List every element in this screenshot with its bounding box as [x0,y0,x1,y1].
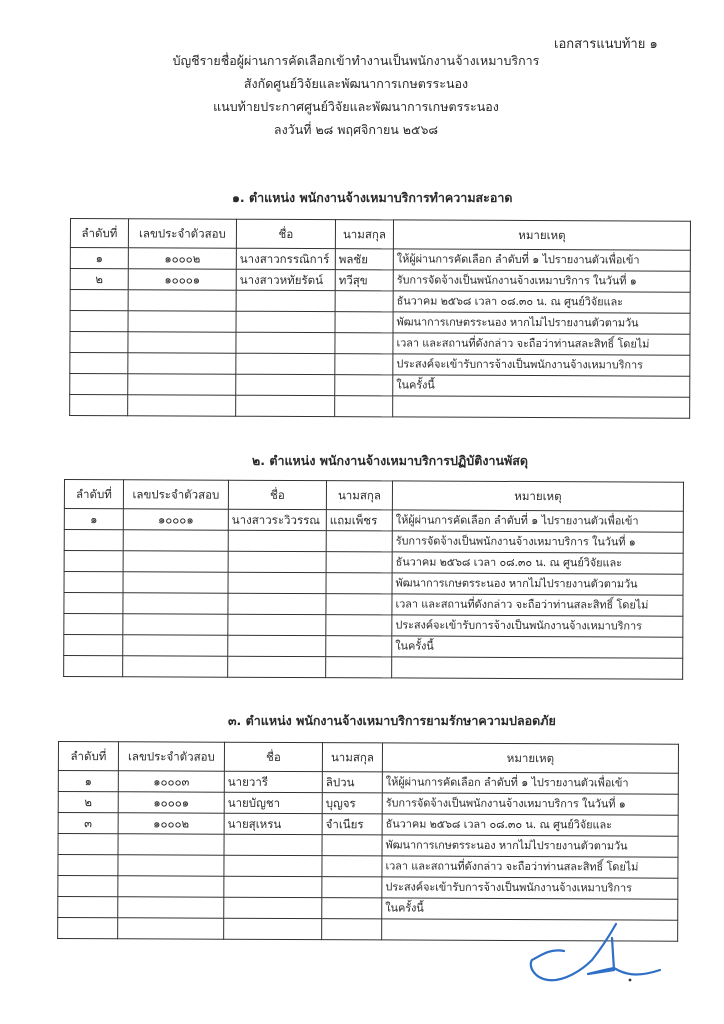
table-row [70,290,690,314]
row-last-name [322,856,382,877]
section-2-heading: ๒. ตำแหน่ง พนักงานจ้างเหมาบริการปฏิบัติงานพัสดุ [252,453,528,468]
row-no [64,530,123,551]
row-last-name [335,291,393,312]
row-last-name [326,573,392,594]
row-first-name: นายบัญชา [224,792,322,813]
table-header-row [70,219,690,251]
table-row [58,876,678,900]
row-first-name [236,290,335,311]
row-no: ๓ [58,813,118,834]
col-no-header: ลำดับที่ [70,219,128,248]
col-first-name-header: ชื่อ [236,219,335,248]
title-line-2: สังกัดศูนย์วิจัยและพัฒนาการเกษตรระนอง [243,76,469,91]
section-2-table [63,479,684,680]
table-row [58,897,678,921]
row-remark: รับการจัดจ้างเป็นพนักงานจ้างเหมาบริการ ในวันที่ ๑ [393,270,690,292]
row-no [58,855,118,876]
row-last-name [326,615,392,636]
row-last-name [322,835,382,856]
table-row [70,374,690,398]
row-exam-id [123,530,228,551]
row-remark: ให้ผู้ผ่านการคัดเลือก ลำดับที่ ๑ ไปรายงานตัวเพื่อเข้า [393,249,690,271]
row-no [64,593,123,614]
row-no [70,395,128,416]
row-first-name [228,530,326,551]
row-first-name [228,551,326,572]
row-exam-id [123,551,228,572]
row-last-name: พลชัย [335,249,393,270]
row-first-name: นายสุเหรน [224,813,322,834]
row-last-name [326,636,392,657]
row-exam-id [118,897,224,918]
row-last-name: ทวีสุข [335,270,393,291]
row-exam-id [128,353,236,374]
table-header-row [58,742,678,774]
row-first-name [236,311,335,332]
row-first-name [236,374,335,395]
row-exam-id: ๑๐๐๐๑ [118,792,224,813]
row-exam-id [123,614,228,635]
signature [520,920,670,990]
table-row [70,248,690,272]
row-no [58,876,118,897]
table-row [70,311,690,335]
row-first-name [228,635,326,656]
row-first-name [236,353,335,374]
row-remark [393,396,690,418]
col-remark-header: หมายเหตุ [393,220,690,250]
row-exam-id [123,572,228,593]
row-remark: รับการจัดจ้างเป็นพนักงานจ้างเหมาบริการ ในวันที่ ๑ [382,793,678,815]
row-remark: ธันวาคม ๒๕๖๘ เวลา ๐๘.๓๐ น. ณ ศูนย์วิจัยและ [392,552,683,574]
row-last-name [335,333,393,354]
row-exam-id [123,593,228,614]
row-last-name [326,552,392,573]
row-exam-id [128,311,236,332]
table-row [64,530,683,554]
col-exam-id-header: เลขประจำตัวสอบ [128,219,236,248]
signature-dot [629,979,632,982]
row-remark: เวลา และสถานที่ดังกล่าว จะถือว่าท่านสละสิทธิ์ โดยไม่ [392,594,683,616]
row-no: ๒ [70,269,128,290]
row-exam-id [118,834,224,855]
col-no-header: ลำดับที่ [58,742,118,771]
row-no [58,918,118,939]
col-exam-id-header: เลขประจำตัวสอบ [118,742,224,771]
row-exam-id [128,332,236,353]
row-remark: เวลา และสถานที่ดังกล่าว จะถือว่าท่านสละสิทธิ์ โดยไม่ [393,333,690,355]
row-first-name [236,395,335,416]
table-row [64,635,683,659]
signature-stroke [588,938,660,974]
row-no [64,551,123,572]
row-remark [392,657,683,679]
row-remark: พัฒนาการเกษตรระนอง หากไม่ไปรายงานตัวตามวัน [393,312,690,334]
table-row [70,269,690,293]
table-row [58,813,678,837]
table-row [70,395,690,419]
title-line-4: ลงวันที่ ๒๘ พฤศจิกายน ๒๕๖๘ [273,122,439,137]
row-last-name [326,531,392,552]
row-first-name [224,834,322,855]
row-remark: ประสงค์จะเข้ารับการจ้างเป็นพนักงานจ้างเหมาบริการ [392,615,683,637]
row-last-name: บุญจร [322,793,382,814]
row-first-name [224,918,322,939]
row-remark: ประสงค์จะเข้ารับการจ้างเป็นพนักงานจ้างเหมาบริการ [382,877,678,899]
row-first-name [224,876,322,897]
row-exam-id [128,374,236,395]
row-remark: ในครั้งนี้ [392,636,683,658]
section-3-table [57,741,679,942]
row-last-name [322,877,382,898]
row-last-name [326,594,392,615]
row-first-name: นายวารี [224,771,322,792]
row-first-name [228,593,326,614]
row-no [70,311,128,332]
col-first-name-header: ชื่อ [228,480,326,509]
row-remark: ในครั้งนี้ [393,375,690,397]
title-line-1: บัญชีรายชื่อผู้ผ่านการคัดเลือกเข้าทำงานเป็นพนักงานจ้างเหมาบริการ [172,53,540,68]
row-last-name [322,898,382,919]
row-exam-id: ๑๐๐๐๑ [128,269,236,290]
row-first-name: นางสาวกรรณิการ์ [236,248,335,269]
row-last-name [335,312,393,333]
row-exam-id: ๑๐๐๐๓ [118,771,224,792]
row-no [70,374,128,395]
section-1-heading: ๑. ตำแหน่ง พนักงานจ้างเหมาบริการทำความสะอาด [232,190,513,205]
row-exam-id [118,918,224,939]
row-remark: ธันวาคม ๒๕๖๘ เวลา ๐๘.๓๐ น. ณ ศูนย์วิจัยและ [393,291,690,313]
row-last-name [335,396,393,417]
title-line-3: แนบท้ายประกาศศูนย์วิจัยและพัฒนาการเกษตรระนอง [213,99,499,114]
table-row [58,834,678,858]
row-no [70,332,128,353]
row-first-name [228,656,326,677]
col-exam-id-header: เลขประจำตัวสอบ [123,480,228,509]
row-exam-id [118,855,224,876]
col-last-name-header: นามสกุล [335,220,393,249]
row-exam-id: ๑๐๐๐๑ [123,509,228,530]
row-no [64,656,123,677]
row-first-name [228,614,326,635]
table-row [64,509,683,533]
row-last-name: จำเนียร [322,814,382,835]
row-first-name [224,897,322,918]
col-first-name-header: ชื่อ [224,742,322,771]
row-exam-id: ๑๐๐๐๒ [118,813,224,834]
table-header-row [64,480,683,512]
row-exam-id [128,395,236,416]
row-remark: ธันวาคม ๒๕๖๘ เวลา ๐๘.๓๐ น. ณ ศูนย์วิจัยและ [382,814,678,836]
row-last-name: แถมเพ็ชร [326,510,392,531]
table-row [64,572,683,596]
row-remark: รับการจัดจ้างเป็นพนักงานจ้างเหมาบริการ ในวันที่ ๑ [392,531,683,553]
table-row [70,353,690,377]
table-row [64,656,683,680]
row-last-name [335,375,393,396]
table-row [58,792,678,816]
row-exam-id [118,876,224,897]
col-no-header: ลำดับที่ [64,480,123,509]
table-row [64,593,683,617]
row-remark: ให้ผู้ผ่านการคัดเลือก ลำดับที่ ๑ ไปรายงานตัวเพื่อเข้า [382,772,678,794]
row-remark: ให้ผู้ผ่านการคัดเลือก ลำดับที่ ๑ ไปรายงานตัวเพื่อเข้า [392,510,683,532]
row-no [64,572,123,593]
row-last-name [326,657,392,678]
table-row [64,614,683,638]
row-no [64,614,123,635]
row-exam-id [128,290,236,311]
row-remark: ในครั้งนี้ [382,898,678,920]
table-row [64,551,683,575]
row-no [64,635,123,656]
row-no: ๒ [58,792,118,813]
row-last-name [322,919,382,940]
row-no: ๑ [70,248,128,269]
col-last-name-header: นามสกุล [326,481,392,510]
row-no [58,897,118,918]
row-last-name [335,354,393,375]
table-row [70,332,690,356]
row-first-name: นางสาวหทัยรัตน์ [236,269,335,290]
section-3-heading: ๓. ตำแหน่ง พนักงานจ้างเหมาบริการยามรักษาความปลอดภัย [228,713,556,728]
row-exam-id [123,635,228,656]
table-row [58,771,678,795]
col-remark-header: หมายเหตุ [392,481,683,511]
row-no [70,290,128,311]
row-no: ๑ [64,509,123,530]
section-1-table [69,218,691,419]
row-last-name: ลิปวน [322,772,382,793]
attachment-label: เอกสารแนบท้าย ๑ [554,37,658,52]
col-last-name-header: นามสกุล [322,743,382,772]
row-first-name: นางสาวระวิวรรณ [228,509,326,530]
row-first-name [236,332,335,353]
table-row [58,855,678,879]
row-exam-id: ๑๐๐๐๒ [128,248,236,269]
row-first-name [224,855,322,876]
row-remark: พัฒนาการเกษตรระนอง หากไม่ไปรายงานตัวตามวัน [392,573,683,595]
row-remark: เวลา และสถานที่ดังกล่าว จะถือว่าท่านสละสิทธิ์ โดยไม่ [382,856,678,878]
row-no: ๑ [58,771,118,792]
row-remark: พัฒนาการเกษตรระนอง หากไม่ไปรายงานตัวตามวัน [382,835,678,857]
row-no [58,834,118,855]
col-remark-header: หมายเหตุ [382,743,678,773]
row-first-name [228,572,326,593]
row-remark: ประสงค์จะเข้ารับการจ้างเป็นพนักงานจ้างเหมาบริการ [393,354,690,376]
row-exam-id [123,656,228,677]
row-no [70,353,128,374]
